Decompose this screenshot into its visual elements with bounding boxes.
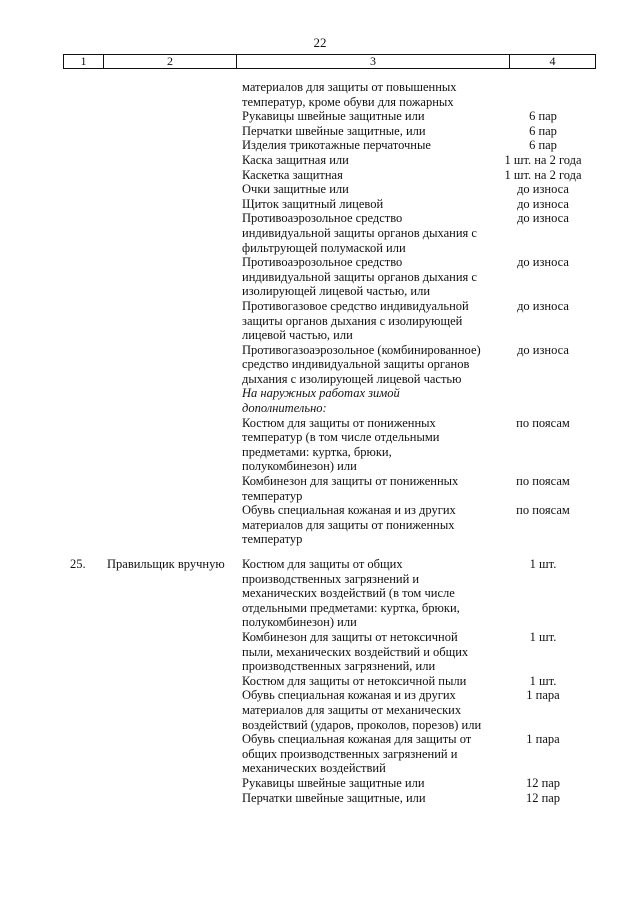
table-row [0, 124, 640, 139]
item-quantity: по поясам [516, 503, 570, 518]
header-col-3: 3 [237, 55, 510, 68]
item-name: Щиток защитный лицевой [242, 196, 384, 211]
item-quantity: 1 пара [526, 688, 560, 703]
item-name: Противогазовое средство индивидуальной защиты органов дыхания с изолирующей лицевой частью, или [242, 298, 469, 343]
entry-items [0, 557, 640, 805]
item-quantity: 1 шт. на 2 года [504, 167, 582, 182]
item-quantity: до износа [517, 342, 569, 357]
item-quantity: 12 пар [525, 790, 561, 805]
item-quantity: 1 шт. [529, 629, 557, 644]
item-name: Перчатки швейные защитные, или [242, 790, 426, 805]
item-name: Обувь специальная кожаная и из других материалов для защиты от пониженных температур [242, 503, 456, 547]
item-quantity: до износа [517, 182, 569, 197]
header-col-1: 1 [64, 55, 104, 68]
table-row [0, 688, 640, 732]
item-name: Комбинезон для защиты от пониженных температур [242, 474, 459, 503]
header-col-4: 4 [549, 54, 556, 68]
table-row [0, 153, 640, 168]
table-row [0, 557, 640, 630]
item-name: Обувь специальная кожаная для защиты от общих производственных загрязнений и механических воздействий [242, 732, 472, 776]
table-row [0, 80, 640, 109]
page-number: 22 [313, 35, 327, 50]
entry-number: 25. [70, 557, 86, 571]
table-row [0, 109, 640, 124]
item-name: Комбинезон для защиты от нетоксичной пыли, механических воздействий и общих производственных загрязнений, или [242, 629, 469, 674]
table-body [0, 80, 640, 805]
entry-profession: Правильщик вручную [107, 557, 225, 571]
table-row [0, 211, 640, 255]
table-row [0, 197, 640, 212]
header-col-2: 2 [104, 55, 237, 68]
item-name: Противоаэрозольное средство индивидуальной защиты органов дыхания с изолирующей лицевой частью, или [242, 255, 477, 299]
item-quantity: 1 шт. на 2 года [504, 152, 582, 167]
continued-items [0, 80, 640, 547]
item-name: Каска защитная или [242, 152, 349, 167]
item-quantity: по поясам [516, 474, 570, 489]
table-row [0, 299, 640, 343]
table-row [0, 182, 640, 197]
item-name: Костюм для защиты от общих производственных загрязнений и механических воздействий (в том числе отдельными предметами: куртка, брюки, полукомбинезон) или [242, 557, 460, 630]
table-row [0, 343, 640, 387]
item-name: Костюм для защиты от нетоксичной пыли [242, 673, 467, 688]
item-name: Изделия трикотажные перчаточные [242, 138, 431, 153]
item-name: Очки защитные или [242, 182, 349, 197]
item-name: Каскетка защитная [242, 167, 343, 182]
item-name: Костюм для защиты от пониженных температур (в том числе отдельными предметами: куртка, брюки, полукомбинезон) или [242, 415, 440, 474]
item-quantity: 1 пара [526, 732, 560, 747]
item-name: Рукавицы швейные защитные или [242, 775, 425, 790]
item-quantity: до износа [517, 298, 569, 313]
table-header [63, 54, 596, 69]
item-name: На наружных работах зимой дополнительно: [242, 386, 400, 416]
section-gap [0, 547, 640, 557]
item-name: Противоаэрозольное средство индивидуальной защиты органов дыхания с фильтрующей полумаской или [242, 211, 477, 255]
item-name: Противогазоаэрозольное (комбинированное) средство индивидуальной защиты органов дыхания с изолирующей лицевой частью [242, 342, 481, 386]
item-quantity: до износа [517, 255, 569, 270]
table-row [0, 791, 640, 806]
table-row [0, 732, 640, 776]
item-quantity: 1 шт. [529, 557, 557, 571]
table-row [0, 255, 640, 299]
item-quantity: до износа [517, 211, 569, 226]
table-row [0, 474, 640, 503]
item-name: материалов для защиты от повышенных температур, кроме обуви для пожарных [242, 80, 457, 109]
table-row [0, 138, 640, 153]
table-row [0, 416, 640, 474]
item-name: Рукавицы швейные защитные или [242, 109, 425, 124]
table-row-entry-25 [0, 557, 640, 805]
table-row [0, 630, 640, 674]
table-row [0, 776, 640, 791]
item-quantity: 6 пар [529, 123, 557, 138]
table-row [0, 386, 640, 415]
item-name: Перчатки швейные защитные, или [242, 123, 426, 138]
item-quantity: 6 пар [529, 109, 557, 124]
item-name: Обувь специальная кожаная и из других материалов для защиты от механических воздействий (ударов, проколов, порезов) или [242, 688, 482, 732]
table-row [0, 674, 640, 689]
table-row [0, 168, 640, 183]
item-quantity: 6 пар [529, 138, 557, 153]
item-quantity: до износа [517, 196, 569, 211]
item-quantity: по поясам [516, 415, 570, 430]
item-quantity: 12 пар [525, 775, 561, 790]
table-row [0, 503, 640, 547]
item-quantity: 1 шт. [529, 673, 557, 688]
